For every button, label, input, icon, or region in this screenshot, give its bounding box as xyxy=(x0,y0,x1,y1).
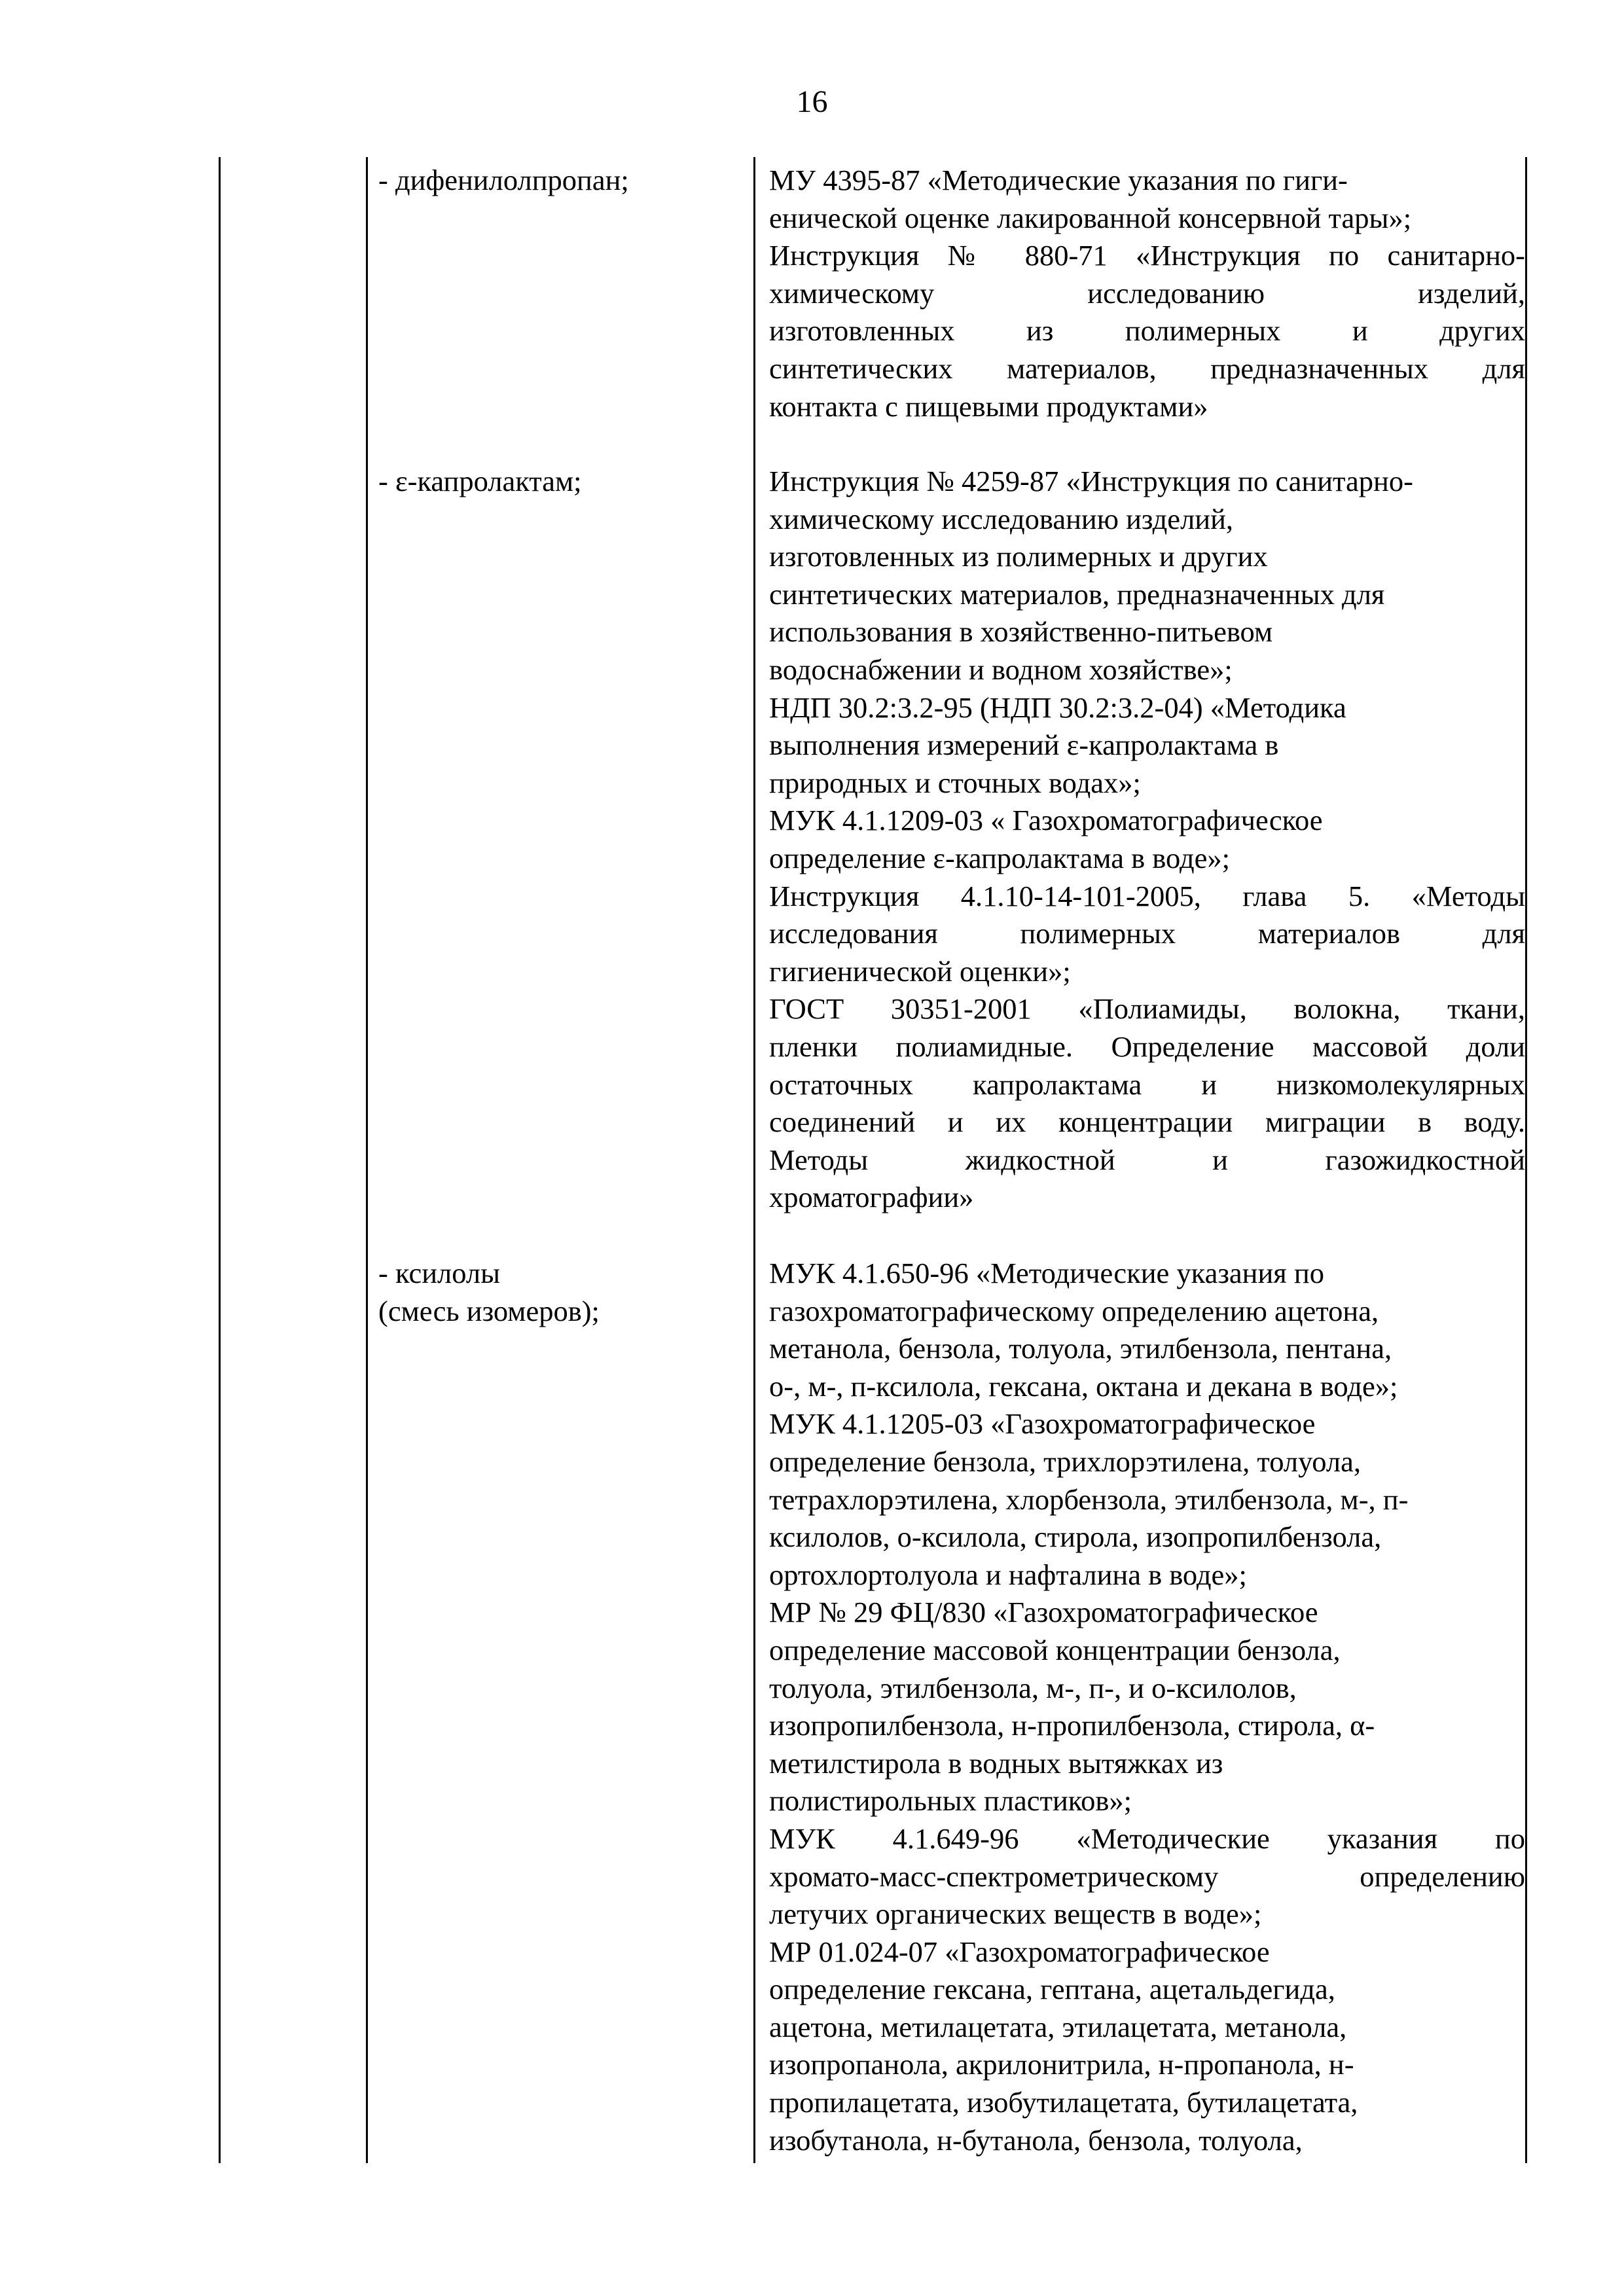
method-line: изготовленных из полимерных и других xyxy=(769,540,1268,573)
method-line: ГОСТ 30351-2001 «Полиамиды, волокна, ткани, xyxy=(769,992,1525,1026)
method-line: МУК 4.1.649-96 «Методические указания по xyxy=(769,1821,1525,1855)
substance-name: - дифенилолпропан; xyxy=(378,164,629,196)
method-line: полистирольных пластиков»; xyxy=(769,1784,1132,1818)
method-line: метилстирола в водных вытяжках из xyxy=(769,1746,1223,1780)
method-line: гигиенической оценки»; xyxy=(769,954,1071,988)
method-line: ортохлортолуола и нафталина в воде»; xyxy=(769,1558,1247,1591)
method-line: пропилацетата, изобутилацетата, бутилацетата, xyxy=(769,2086,1358,2119)
method-line: тетрахлорэтилена, хлорбензола, этилбензола, м-, п- xyxy=(769,1482,1409,1516)
method-line: толуола, этилбензола, м-, п-, и о-ксилолов, xyxy=(769,1671,1297,1704)
method-line: пленки полиамидные. Определение массовой доли xyxy=(769,1030,1525,1063)
method-line: НДП 30.2:3.2-95 (НДП 30.2:3.2-04) «Методика xyxy=(769,691,1346,724)
method-line: о-, м-, п-ксилола, гексана, октана и декана в воде»; xyxy=(769,1369,1398,1403)
method-line: исследования полимерных материалов для xyxy=(769,917,1525,950)
method-line: изопропанола, акрилонитрила, н-пропанола, н- xyxy=(769,2048,1354,2081)
method-line: определение гексана, гептана, ацетальдегида, xyxy=(769,1973,1335,2006)
method-line: определение ε-капролактама в воде»; xyxy=(769,841,1230,874)
method-line: изобутанола, н-бутанола, бензола, толуола, xyxy=(769,2123,1303,2157)
method-line: Методы жидкостной и газожидкостной xyxy=(769,1143,1525,1176)
method-line: соединений и их концентрации миграции в воду. xyxy=(769,1105,1525,1139)
method-line: определение массовой концентрации бензола, xyxy=(769,1633,1341,1666)
substance-name: - ксилолы (смесь изомеров); xyxy=(378,1257,600,1327)
method-line: хромато-масс-спектрометрическому определению xyxy=(769,1859,1525,1893)
substance-name: - ε-капролактам; xyxy=(378,465,582,497)
table-border-left xyxy=(219,157,221,2163)
method-line: МР 01.024-07 «Газохроматографическое xyxy=(769,1935,1270,1968)
methods-text xyxy=(769,463,1525,1217)
method-line: МУ 4395-87 «Методические указания по гиги- xyxy=(769,164,1348,196)
page-number: 16 xyxy=(796,84,828,119)
method-line: определение бензола, трихлорэтилена, толуола, xyxy=(769,1444,1362,1478)
method-line: хроматографии» xyxy=(769,1181,974,1214)
method-line: изготовленных из полимерных и других xyxy=(769,314,1525,348)
method-line: контакта с пищевыми продуктами» xyxy=(769,389,1208,423)
method-line: использования в хозяйственно-питьевом xyxy=(769,615,1273,649)
method-line: МР № 29 ФЦ/830 «Газохроматографическое xyxy=(769,1596,1318,1629)
method-line: ацетона, метилацетата, этилацетата, метанола, xyxy=(769,2010,1347,2043)
method-line: изопропилбензола, н-пропилбензола, стирола, α- xyxy=(769,1709,1375,1742)
method-line: Инструкция № 880-71 «Инструкция по санитарно- xyxy=(769,239,1525,272)
method-line: водоснабжении и водном хозяйстве»; xyxy=(769,653,1233,686)
method-line: газохроматографическому определению ацетона, xyxy=(769,1294,1379,1327)
table-divider-1 xyxy=(366,157,368,2163)
method-line: синтетических материалов, предназначенных для xyxy=(769,351,1525,385)
methods-text xyxy=(769,1255,1525,2159)
table-border-right xyxy=(1525,157,1527,2163)
method-line: метанола, бензола, толуола, этилбензола, пентана, xyxy=(769,1332,1392,1365)
method-line: МУК 4.1.1209-03 « Газохроматографическое xyxy=(769,804,1323,837)
method-line: МУК 4.1.650-96 «Методические указания по xyxy=(769,1257,1324,1289)
method-line: енической оценке лакированной консервной тары»; xyxy=(769,201,1412,234)
method-line: химическому исследованию изделий, xyxy=(769,502,1234,535)
method-line: ксилолов, о-ксилола, стирола, изопропилбензола, xyxy=(769,1520,1382,1554)
method-line: Инструкция № 4259-87 «Инструкция по санитарно- xyxy=(769,465,1413,497)
table-divider-2 xyxy=(753,157,755,2163)
method-line: химическому исследованию изделий, xyxy=(769,276,1525,310)
method-line: летучих органических веществ в воде»; xyxy=(769,1897,1262,1931)
method-line: выполнения измерений ε-капролактама в xyxy=(769,728,1279,762)
method-line: остаточных капролактама и низкомолекулярных xyxy=(769,1067,1525,1101)
methods-text xyxy=(769,162,1525,425)
method-line: природных и сточных водах»; xyxy=(769,766,1141,799)
method-line: МУК 4.1.1205-03 «Газохроматографическое xyxy=(769,1407,1316,1441)
method-line: Инструкция 4.1.10-14-101-2005, глава 5. «Методы xyxy=(769,879,1525,912)
method-line: синтетических материалов, предназначенных для xyxy=(769,577,1385,611)
